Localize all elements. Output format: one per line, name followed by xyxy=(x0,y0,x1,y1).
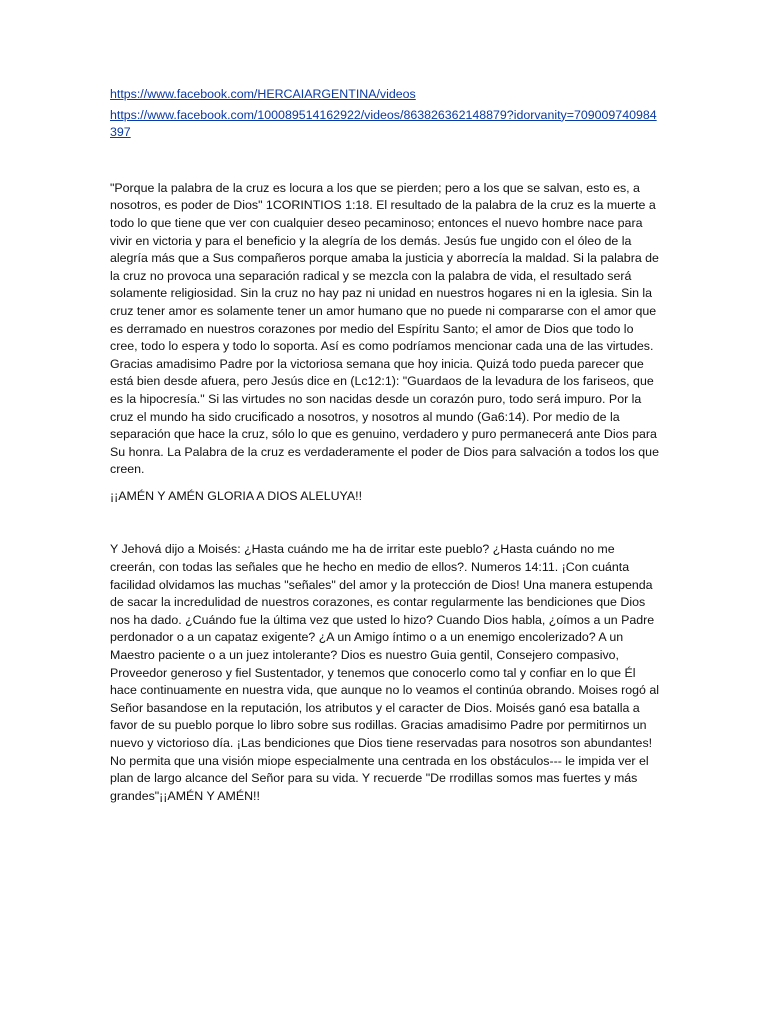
facebook-video-post-link[interactable]: https://www.facebook.com/100089514162922/videos/863826362148879?idorvanity=709009740984397 xyxy=(110,107,657,140)
paragraph-moses-numbers: Y Jehová dijo a Moisés: ¿Hasta cuándo me ha de irritar este pueblo? ¿Hasta cuándo no me creerán, con todas las señales que he hecho en medio de ellos?. Numeros 14:11. ¡Con cuánta facilidad olvidamos las muchas "señales" del amor y la protección de Dios! Una manera estupenda de sacar la incredulidad de nuestros corazones, es contar regularmente las bendiciones que Dios nos ha dado. ¿Cuándo fue la última vez que usted lo hizo? Cuando Dios habla, ¿oímos a un Padre perdonador o a un capataz exigente? ¿A un Amigo íntimo o a un enemigo encolerizado? A un Maestro paciente o a un juez intolerante? Dios es nuestro Guia gentil, Consejero compasivo, Proveedor generoso y fiel Sustentador, y tenemos que conocerlo como tal y confiar en lo que Él hace continuamente en nuestra vida, que aunque no lo veamos el continúa obrando. Moises rogó al Señor basandose en la reputación, los atributos y el caracter de Dios. Moisés ganó esa batalla a favor de su pueblo porque lo libro sobre sus rodillas. Gracias amadisimo Padre por permitirnos un nuevo y victorioso día. ¡Las bendiciones que Dios tiene reservadas para nosotros son abundantes! No permita que una visión miope especialmente una centrada en los obstáculos--- le impida ver el plan de largo alcance del Señor para su vida. Y recuerde "De rrodillas somos mas fuertes y más grandes"¡¡AMÉN Y AMÉN!! xyxy=(110,542,659,803)
document-body xyxy=(110,86,662,805)
facebook-videos-link[interactable]: https://www.facebook.com/HERCAIARGENTINA/videos xyxy=(110,87,416,101)
paragraph-cross-word: "Porque la palabra de la cruz es locura a los que se pierden; pero a los que se salvan, esto es, a nosotros, es poder de Dios" 1CORINTIOS 1:18. El resultado de la palabra de la cruz es la muerte a todo lo que tiene que ver con cualquier deseo pecaminoso; entonces el nuevo hombre nace para vivir en victoria y para el beneficio y la alegría de los demás. Jesús fue ungido con el óleo de la alegría más que a Sus compañeros porque amaba la justicia y aborrecía la maldad. Si la palabra de la cruz no provoca una separación radical y se mezcla con la palabra de vida, el resultado será solamente religiosidad. Sin la cruz no hay paz ni unidad en nuestros hogares ni en la iglesia. Sin la cruz tener amor es solamente tener un amor humano que no puede ni compararse con el amor que es derramado en nuestros corazones por medio del Espíritu Santo; el amor de Dios que todo lo cree, todo lo espera y todo lo soporta. Así es como podríamos mencionar cada una de las virtudes. Gracias amadisimo Padre por la victoriosa semana que hoy inicia. Quizá todo pueda parecer que está bien desde afuera, pero Jesús dice en (Lc12:1): "Guardaos de la levadura de los fariseos, que es la hipocresía." Si las virtudes no son nacidas desde un corazón puro, todo será impuro. Por la cruz el mundo ha sido crucificado a nosotros, y nosotros al mundo (Ga6:14). Por medio de la separación que hace la cruz, sólo lo que es genuino, verdadero y puro permanecerá ante Dios para Su honra. La Palabra de la cruz es verdaderamente el poder de Dios para salvación a todos los que creen. xyxy=(110,180,659,477)
paragraph-amen-exclamation: ¡¡AMÉN Y AMÉN GLORIA A DIOS ALELUYA!! xyxy=(110,488,363,503)
